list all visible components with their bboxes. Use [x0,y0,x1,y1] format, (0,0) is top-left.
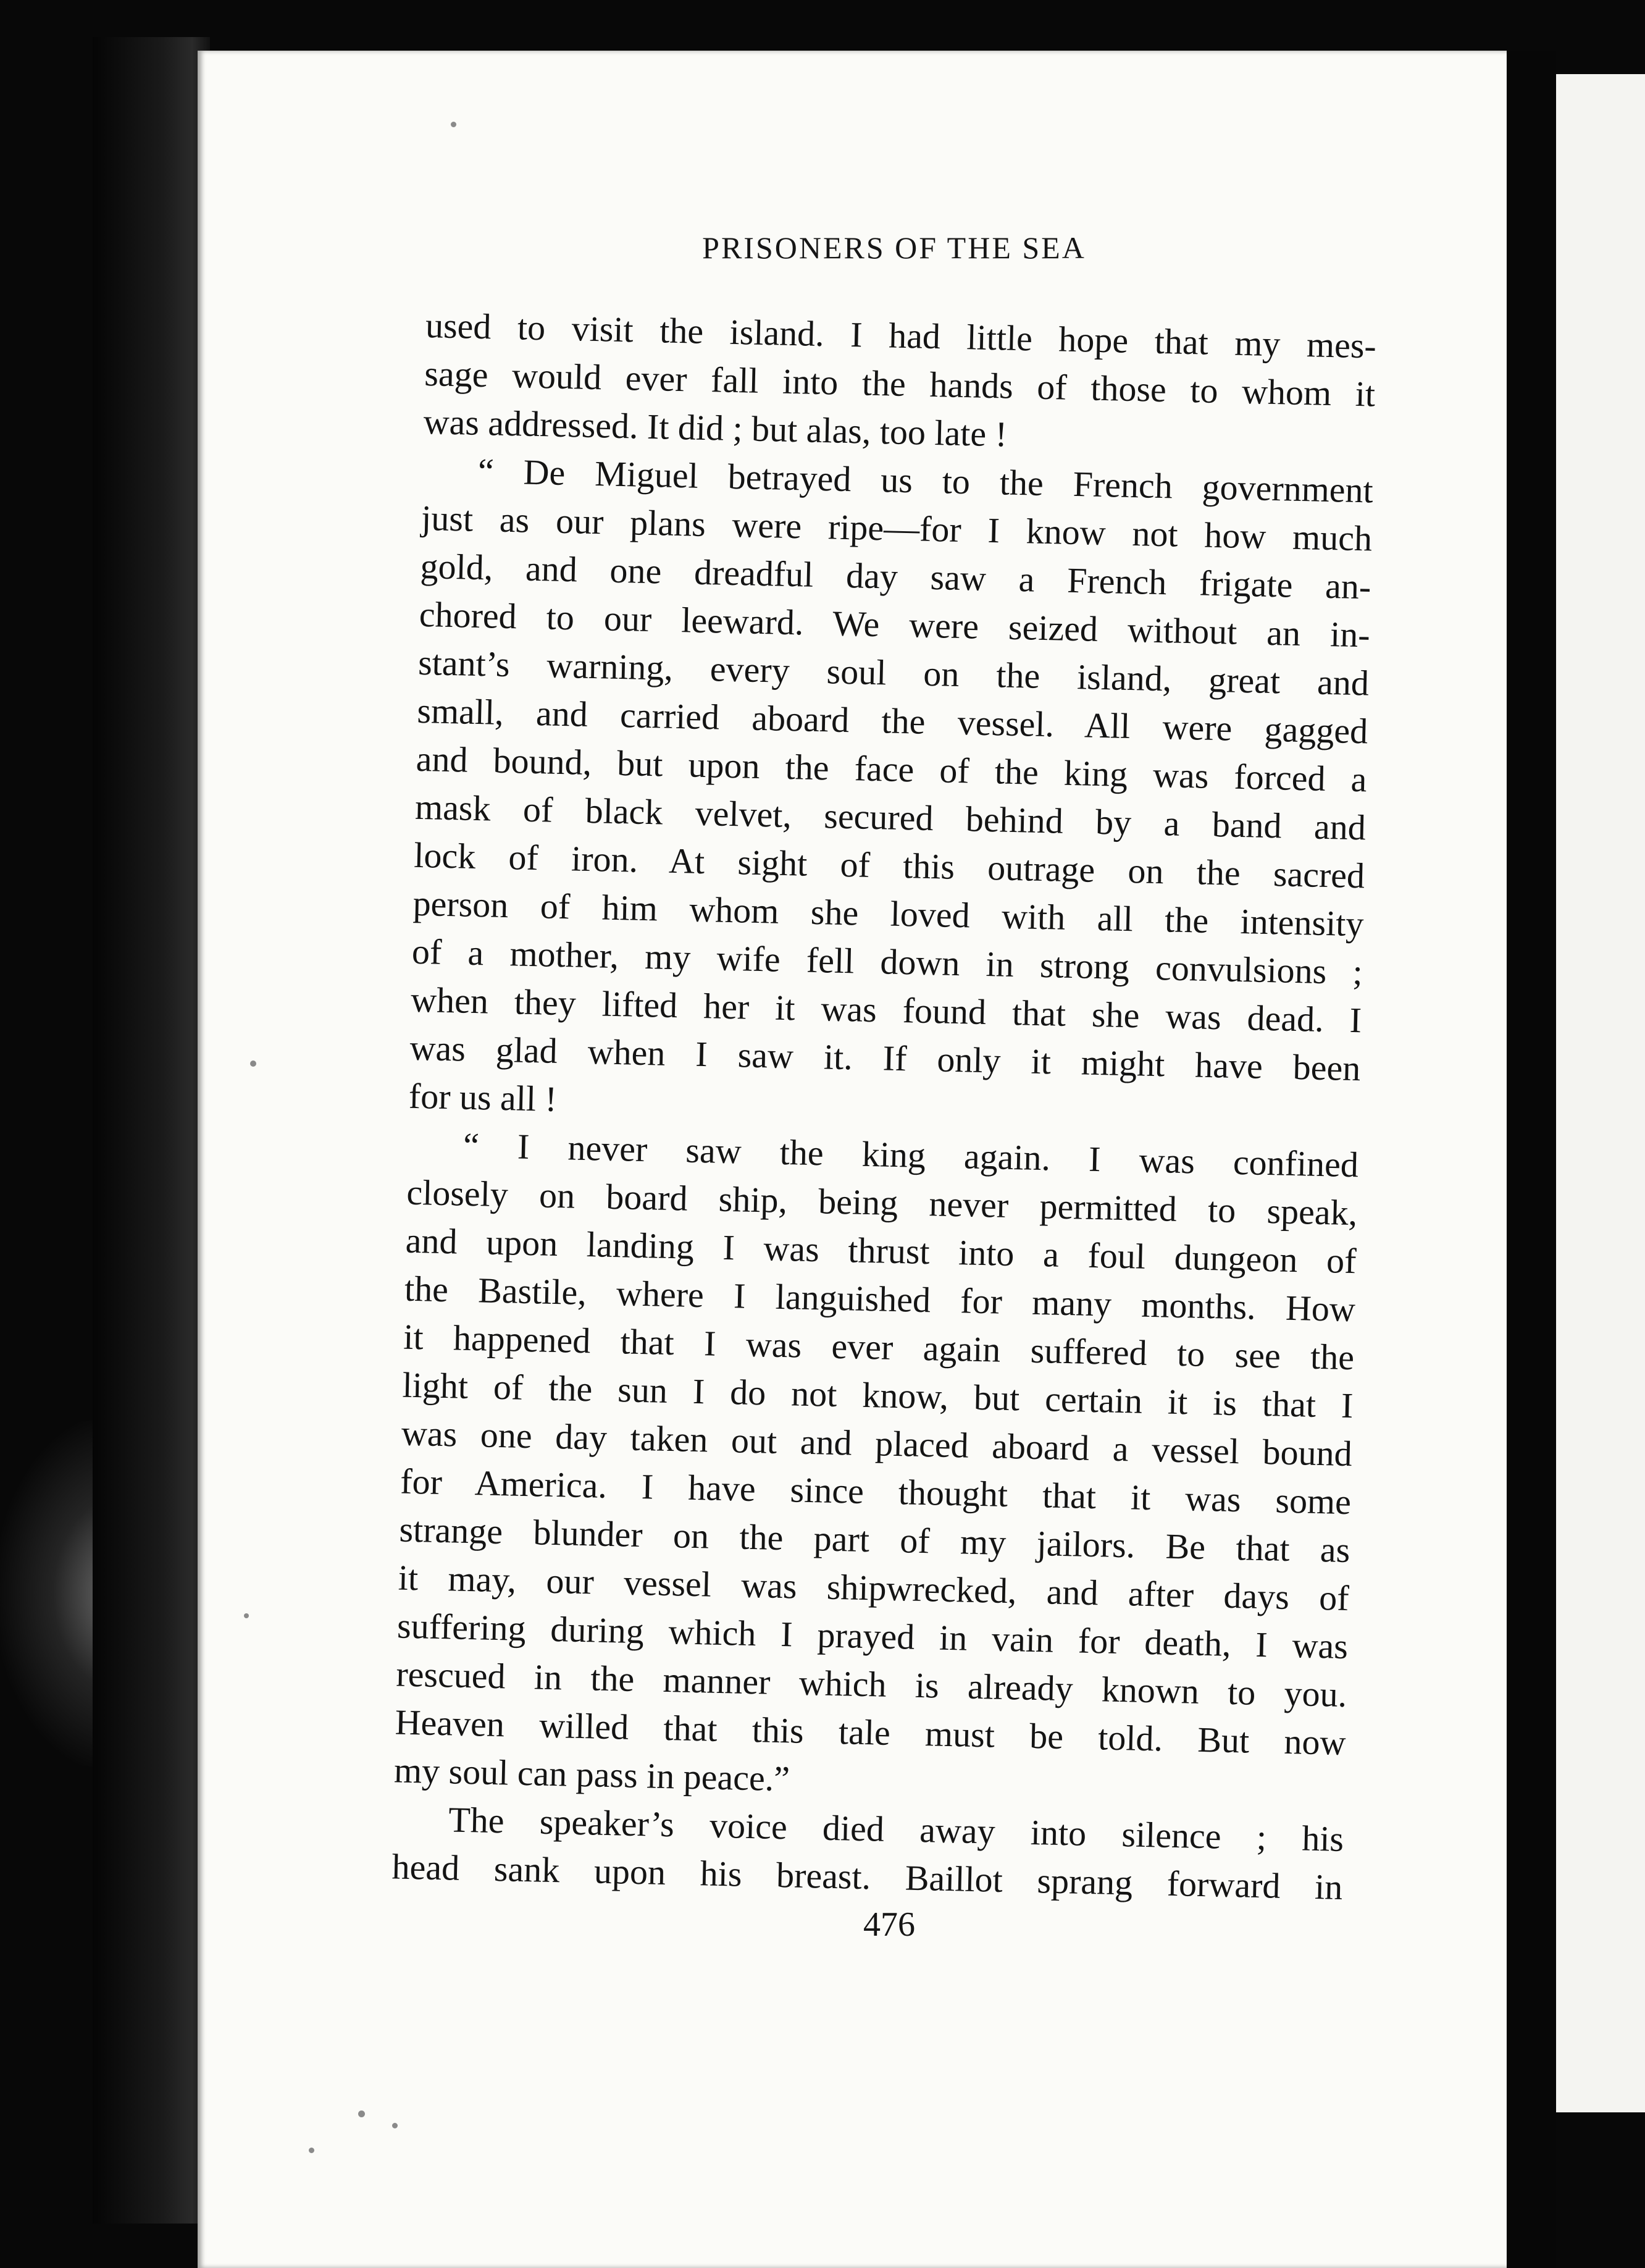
facing-page-edge [1556,74,1645,2112]
text-line: “ I never saw the king again. I was confined [463,1125,1359,1185]
paper-speck [358,2110,365,2117]
page-number: 476 [863,1905,915,1944]
book-binding-edge [93,37,210,2224]
paper-speck [309,2148,314,2153]
text-line: of a mother, my wife fell down in strong convulsions ; [411,931,1363,993]
text-line: rescued in the manner which is already known to you. [395,1653,1347,1715]
text-line: chored to our leeward. We were seized without an in- [419,594,1371,655]
text-line: person of him whom she loved with all the intensity [412,883,1365,944]
text-line: and bound, but upon the face of the king was forced a [416,738,1368,800]
paper-speck [392,2123,398,2128]
text-line: gold, and one dreadful day saw a French frigate an- [419,545,1371,607]
running-head: PRISONERS OF THE SEA [702,230,1086,265]
paper-speck [451,122,456,127]
text-line: head sank upon his breast. Baillot sprang forward in [391,1846,1344,1907]
text-line: the Bastile, where I languished for many months. How [404,1268,1356,1330]
text-line: suffering during which I prayed in vain for death, I was [396,1605,1349,1667]
text-line: stant’s warning, every soul on the island, great and [417,642,1370,704]
text-line: lock of iron. At sight of this outrage on the sacred [413,834,1365,896]
text-line: just as our plans were ripe—for I know not how much [421,497,1373,559]
text-line: when they lifted her it was found that she was dead. I [410,979,1362,1041]
text-line: small, and carried aboard the vessel. All were gagged [416,690,1368,752]
text-line: mask of black velvet, secured behind by a band and [414,786,1367,848]
text-line: and upon landing I was thrust into a foul dungeon of [405,1220,1357,1282]
text-line: Heaven willed that this tale must be told. But now [395,1702,1347,1763]
text-line: The speaker’s voice died away into silence ; his [448,1799,1344,1860]
text-line: it happened that I was ever again suffered to see the [403,1316,1355,1378]
text-line: closely on board ship, being never permitted to speak, [406,1172,1358,1233]
text-line: my soul can pass in peace.” [393,1750,790,1799]
text-line: used to visit the island. I had little hope that my mes- [425,304,1377,366]
text-line: light of the sun I do not know, but certain it is that I [402,1364,1354,1426]
body-text [391,301,1377,1912]
text-line: “ De Miguel betrayed us to the French government [477,450,1374,511]
paper-speck [244,1613,249,1618]
text-line: was one day taken out and placed aboard a vessel bound [401,1413,1353,1474]
text-line: was glad when I saw it. If only it might have been [409,1027,1361,1089]
text-line: sage would ever fall into the hands of those to whom it [424,353,1376,414]
text-line: strange blunder on the part of my jailors. Be that as [398,1509,1350,1571]
text-line: was addressed. It did ; but alas, too late ! [423,401,1008,455]
text-line: for us all ! [408,1075,558,1119]
page-gutter [1507,51,1556,2268]
text-line: for America. I have since thought that it was some [400,1461,1352,1522]
text-line: it may, our vessel was shipwrecked, and after days of [398,1557,1350,1619]
paper-speck [250,1060,256,1067]
